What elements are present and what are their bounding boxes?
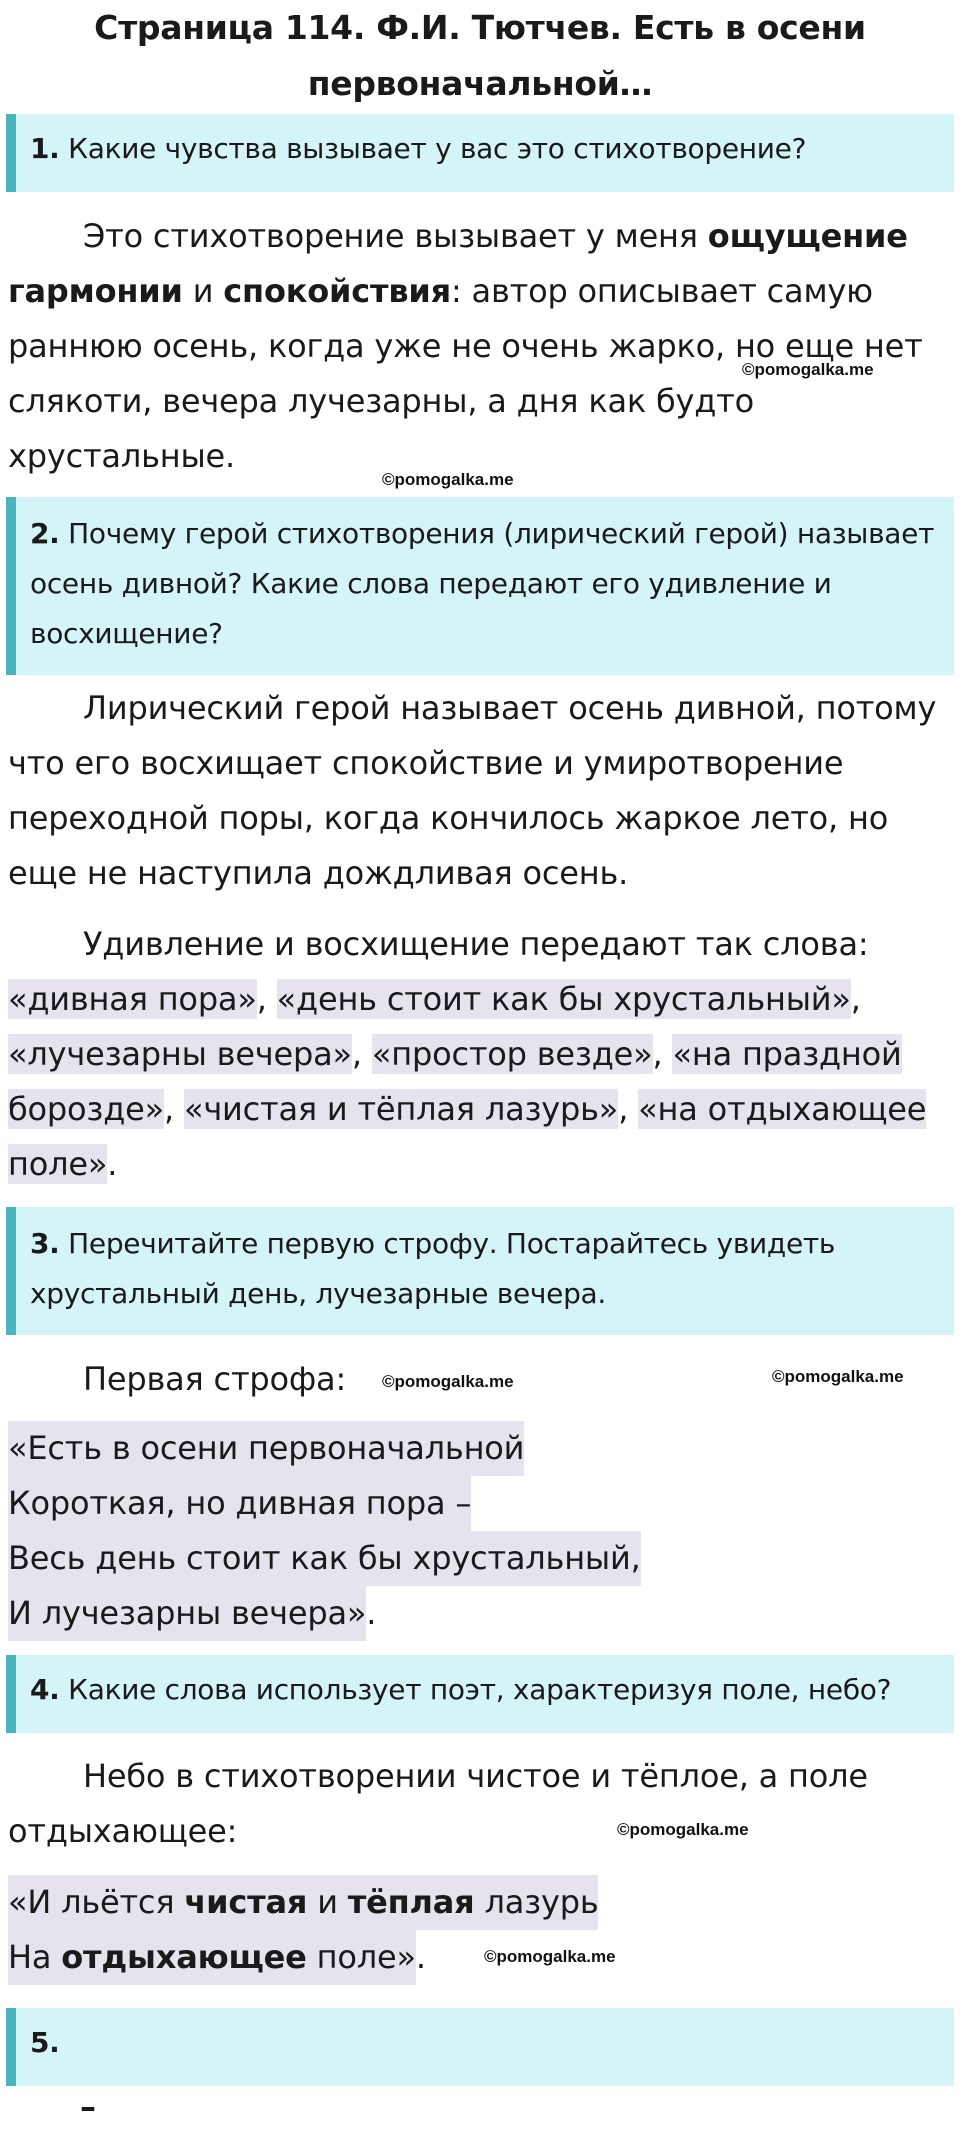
question-text: Перечитайте первую строфу. Постарайтесь увидеть хрустальный день, лучезарные вечера. xyxy=(30,1227,836,1310)
verse-text: поле» xyxy=(306,1938,416,1976)
verse-text: и xyxy=(307,1883,348,1921)
verse-text: «И льётся xyxy=(8,1883,185,1921)
answer-text: : автор описывает самую раннюю осень, когда уже не очень жарко, но еще нет слякоти, вечера лучезарны, а дня как будто хрустальные. xyxy=(8,272,923,475)
watermark: ©pomogalka.me xyxy=(772,1367,904,1386)
question-text: Какие слова использует поэт, характеризуя поле, небо? xyxy=(68,1673,892,1706)
answer-text: Удивление и восхищение передают так слова: xyxy=(83,925,869,963)
quote-highlight: И лучезарны вечера» xyxy=(8,1586,366,1641)
quote-highlight: «на праздной борозде» xyxy=(8,1035,902,1128)
answer-text: Это стихотворение вызывает у меня xyxy=(83,217,708,255)
page-title xyxy=(0,0,960,112)
quote-highlight xyxy=(8,1930,416,1985)
answer-bold: ощущение гармонии xyxy=(8,217,908,310)
dash: – xyxy=(80,2088,96,2126)
quote-highlight: «Есть в осени первоначальной xyxy=(8,1421,524,1476)
question-number: 2. xyxy=(30,517,60,550)
quote-highlight xyxy=(8,1875,598,1930)
question-number: 1. xyxy=(30,132,60,165)
quote-highlight: Весь день стоит как бы хрустальный, xyxy=(8,1531,641,1586)
answer-2-paragraph-1: Лирический герой называет осень дивной, потому что его восхищает спокойствие и умиротворение переходной поры, когда кончилось жаркое лето, но еще не наступила дождливая осень. xyxy=(8,689,937,892)
verse-line xyxy=(8,1421,958,1476)
question-5-box xyxy=(6,2008,954,2086)
watermark: ©pomogalka.me xyxy=(484,1947,616,1966)
quote-list: «дивная пора», «день стоит как бы хрустальный», «лучезарны вечера», «простор везде», «на праздной борозде», «чистая и тёплая лазурь», «на отдыхающее поле». xyxy=(8,980,927,1183)
verse-text: На xyxy=(8,1938,62,1976)
question-3-box xyxy=(6,1207,954,1335)
quote-highlight: «простор везде» xyxy=(371,1035,653,1073)
watermark: ©pomogalka.me xyxy=(382,470,514,489)
verse-text: лазурь xyxy=(474,1883,599,1921)
question-4-box xyxy=(6,1655,954,1733)
verse-line: И лучезарны вечера». xyxy=(8,1586,958,1641)
quote-highlight: «дивная пора» xyxy=(8,980,257,1018)
watermark: ©pomogalka.me xyxy=(742,360,874,379)
answer-2-paragraph-2 xyxy=(8,917,958,1192)
quote-highlight: «на отдыхающее поле» xyxy=(8,1090,927,1183)
question-text: Почему герой стихотворения (лирический герой) называет осень дивной? Какие слова передают его удивление и восхищение? xyxy=(30,517,935,650)
quote-highlight: «день стоит как бы хрустальный» xyxy=(276,980,851,1018)
answer-1 xyxy=(8,209,958,484)
verse xyxy=(8,1421,958,1641)
answer-4: Небо в стихотворении чистое и тёплое, а поле отдыхающее: xyxy=(8,1757,868,1850)
answer-text: и xyxy=(182,272,224,310)
question-text: Какие чувства вызывает у вас это стихотворение? xyxy=(68,132,807,165)
watermark: ©pomogalka.me xyxy=(617,1820,749,1839)
question-number: 3. xyxy=(30,1227,60,1260)
verse-line xyxy=(8,1476,958,1531)
question-2-box xyxy=(6,497,954,675)
verse-bold: тёплая xyxy=(347,1883,475,1921)
quote-highlight: «чистая и тёплая лазурь» xyxy=(183,1090,619,1128)
verse-line xyxy=(8,1531,958,1586)
quote-highlight: «лучезарны вечера» xyxy=(8,1035,352,1073)
page-title-line-1: Страница 114. Ф.И. Тютчев. Есть в осени xyxy=(94,8,866,47)
question-1-box xyxy=(6,114,954,192)
answer-3-intro: Первая строфа: xyxy=(83,1360,347,1398)
verse-bold: отдыхающее xyxy=(61,1938,307,1976)
watermark: ©pomogalka.me xyxy=(382,1372,514,1391)
verse-4 xyxy=(8,1875,958,1985)
question-number: 5. xyxy=(30,2026,60,2059)
verse-bold: чистая xyxy=(184,1883,308,1921)
quote-highlight: Короткая, но дивная пора – xyxy=(8,1476,471,1531)
question-number: 4. xyxy=(30,1673,60,1706)
verse-end: . xyxy=(415,1938,426,1976)
page-title-line-2: первоначальной… xyxy=(307,64,653,103)
answer-bold: спокойствия xyxy=(223,272,451,310)
